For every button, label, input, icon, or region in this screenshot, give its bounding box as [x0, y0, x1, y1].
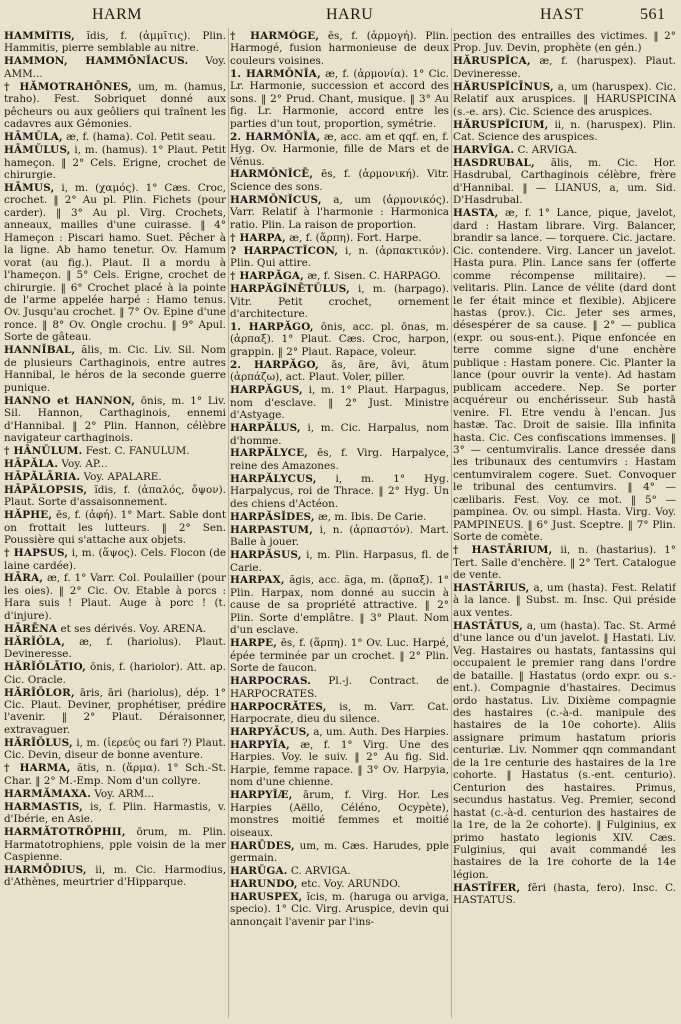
entry-definition: ătis, n. (ἅρμα). 1° Sch.-St. Char. ‖ 2° M.-Emp. Nom d'un collyre.: [4, 762, 226, 787]
dictionary-entry: [230, 891, 449, 928]
entry-definition: æ, f. (ἅρπη). Fort. Harpe.: [289, 231, 422, 244]
entry-headword: HĀMŬLA,: [4, 131, 63, 144]
entry-headword: HASTĪFER,: [453, 881, 521, 894]
dictionary-entry: [230, 245, 449, 270]
dictionary-entry: [230, 637, 449, 674]
entry-definition: C. ARVIGA.: [517, 144, 578, 157]
entry-headword: HĂRUSPĬCIUM,: [453, 118, 549, 131]
entry-headword: HARPĂLYCE,: [230, 447, 309, 460]
entry-headword: † HĀNŬLUM.: [4, 444, 83, 457]
entry-definition: pection des entrailles des victimes. ‖ 2° Prop. Juv. Devin, prophète (en gén.): [453, 30, 676, 55]
dictionary-entry: [4, 484, 226, 509]
entry-headword: HANNO et HANNON,: [4, 394, 136, 407]
entry-headword: HĂRUSPĬCA,: [453, 55, 531, 68]
entry-definition: æ, m. Ibis. De Carie.: [317, 510, 427, 523]
dictionary-entry: [4, 144, 226, 181]
dictionary-entry: [230, 574, 449, 636]
entry-definition: ēs, f. (ἅρπη). 1° Ov. Luc. Harpé, épée terminée par un crochet. ‖ 2° Plin. Sorte de faucon.: [230, 637, 449, 675]
dictionary-entry: [230, 232, 449, 244]
entry-definition: i, m. 1° Plaut. Harpagus, nom d'esclave. ‖ 2° Just. Ministre d'Astyage.: [230, 384, 449, 422]
dictionary-entry: [453, 119, 676, 144]
entry-headword: HARMŌDIUS,: [4, 863, 87, 876]
entry-definition: ii, n. (hastarius). 1° Tert. Salle d'enchère. ‖ 2° Tert. Catalogue de vente.: [453, 544, 676, 581]
entry-headword: HASDRUBAL,: [453, 157, 535, 170]
entry-headword: HARMŎNĬCĒ,: [230, 168, 314, 181]
dictionary-entry: [453, 30, 676, 55]
entry-definition: ēs, f. (ἁρμονική). Vitr. Science des sons.: [230, 168, 449, 193]
entry-definition: ēs, f. Virg. Harpalyce, reine des Amazones.: [230, 447, 449, 472]
dictionary-entry: [453, 157, 676, 207]
dictionary-entry: [4, 661, 226, 686]
entry-definition: ōnis, acc. pl. ōnas, m. (ἁρπαξ). 1° Plaut. Cæs. Croc, harpon, grappin. ‖ 2° Plaut. Rapace, voleur.: [230, 320, 449, 358]
entry-headword: 2. HARPĂGO,: [230, 358, 319, 371]
dictionary-entry: [230, 789, 449, 839]
column-divider: [228, 28, 229, 1018]
entry-headword: † HAPSUS,: [4, 547, 69, 560]
dictionary-entry: [230, 384, 449, 421]
entry-definition: ārum, f. Virg. Hor. Les Harpies (Aëllo, Céléno, Ocypète), monstres moitié femmes et moitié oiseaux.: [230, 789, 449, 839]
dictionary-entry: [4, 636, 226, 661]
entry-definition: etc. Voy. ARUNDO.: [301, 877, 401, 890]
entry-headword: HĀMŬLUS,: [4, 144, 71, 157]
entry-definition: a, um (hasta). Tac. St. Armé d'une lance ou d'un javelot. ‖ Hastati. Liv. Veg. Hastaires ou hastats, fantassins qui occupaient le premier rang dans l'ordre de bataille. ‖ Hastatus (ordo expr. ou s.-ent.). Compagnie d'hastaires. Decimus ordo hastatus. Liv. Dixième compagnie des hastaires (c.-à-d. manipule des hastaires de la 10e cohorte). Aliis assignare primum hastatum prioris centuriæ. Liv. Nommer qqn commandant de la 1re centurie des hastaires de la 1re cohorte. ‖ Hastatus (s.-ent. centurio). Centurion des hastaires. Primus, secundus hastatus. Veg. Premier, second hastat (c.-à-d. centurion des hastaires de la 1re, de la 2e cohorte). ‖ Fulginius, ex primo hastato legionis XIV. Cæs. Fulginius, qui avait commandé les hastaires de la 1re cohorte de la 14e légion.: [453, 619, 676, 881]
entry-headword: HASTĀRIUS,: [453, 581, 530, 594]
entry-definition: et ses dérivés. Voy. ARENA.: [60, 622, 207, 635]
dictionary-entry: [230, 447, 449, 472]
dictionary-entry: [453, 544, 676, 581]
column-2: [230, 30, 449, 1020]
dictionary-entry: [4, 623, 226, 635]
entry-definition: æ, f. 1° Lance, pique, javelot, dard : Hastam librare. Virg. Balancer, brandir sa lance. — torquere. Cic. jactare. Cic. contendere. Virg. Lancer un javelot. Hasta pura. Plin. Lance sans fer (offerte comme récompense militaire). — velitaris. Plin. Lance de vélite (dard dont le fer était mince et flexible). Abjicere hastas (prov.). Cic. Jeter ses armes, désespérer de sa cause. ‖ 2° — publica (expr. ou sous-ent.). Pique enfoncée en terre comme signe d'une enchère publique : Hastam ponere. Cic. Planter la lance (pour ouvrir la vente). Ad hastam publicam accedere. Nep. Se porter acquéreur ou enchérisseur. Sub hastā venire. Fl. Etre vendu à l'encan. Jus hastæ. Tac. Droit de saisie. Illa infinita hasta. Cic. Ces confiscations immenses. ‖ 3° — centumviralis. Lance dressée dans les tribunaux des centumvirs : Hastam centumviralem cogere. Suet. Convoquer le tribunal des centumvirs. ‖ 4° — cælibaris. Fest. Voy. ce mot. ‖ 5° — pampinea. Ov. ou simpl. Hasta. Virg. Voy. PAMPINEUS. ‖ 6° Just. Sceptre. ‖ 7° Plin. Sorte de comète.: [453, 207, 676, 544]
dictionary-entry: [453, 582, 676, 619]
entry-definition: ōnis, f. (hariolor). Att. ap. Cic. Oracle.: [4, 661, 226, 686]
entry-headword: HARMĂMAXA.: [4, 787, 92, 800]
entry-definition: i, m. Plin. Harpasus, fl. de Carie.: [230, 549, 449, 574]
dictionary-entry: [4, 788, 226, 800]
entry-definition: i, m. Cic. Harpalus, nom d'homme.: [230, 422, 449, 447]
entry-definition: a, um (ἁρμονικός). Varr. Relatif à l'harmonie : Harmonica ratio. Plin. La raison de proportion.: [230, 193, 449, 231]
dictionary-entry: [453, 207, 676, 543]
dictionary-entry: [4, 344, 226, 394]
entry-headword: HĀMUS,: [4, 181, 55, 194]
entry-headword: ? HARPACTĬCON,: [230, 244, 339, 257]
entry-definition: i, m. (harpago). Vitr. Petit crochet, ornement d'architecture.: [230, 283, 449, 320]
dictionary-entry: [4, 864, 226, 889]
dictionary-entry: [4, 445, 226, 457]
entry-headword: HARŬGA.: [230, 864, 288, 877]
entry-definition: æ, f. (hariolus). Plaut. Devineresse.: [4, 635, 226, 661]
dictionary-entry: [4, 471, 226, 483]
dictionary-entry: [4, 509, 226, 546]
entry-headword: 1. HARMŎNĬA,: [230, 67, 321, 80]
entry-definition: ēs, f. (ἁφή). 1° Mart. Sable dont on frottait les lutteurs. ‖ 2° Sen. Poussière qui s'attache aux objets.: [4, 509, 226, 547]
entry-definition: æ, acc. am et qqf. en, f. Hyg. Ov. Harmonie, fille de Mars et de Vénus.: [230, 130, 449, 168]
dictionary-entry: [230, 675, 449, 700]
entry-definition: fĕri (hasta, fero). Insc. C. HASTATUS.: [453, 881, 676, 907]
entry-definition: æ, f. (hama). Col. Petit seau.: [66, 131, 216, 144]
entry-definition: a, um. Auth. Des Harpies.: [313, 725, 449, 738]
dictionary-entry: [230, 840, 449, 865]
dictionary-entry: [453, 144, 676, 156]
entry-headword: HĂRĬŎLOR,: [4, 686, 75, 699]
entry-headword: HARMĂTOTRŌPHII,: [4, 826, 126, 839]
entry-headword: HARPOCRĂTES,: [230, 700, 327, 713]
entry-headword: HARPYĬA,: [230, 738, 290, 751]
entry-definition: um, m. (hamus, traho). Fest. Sobriquet donné aux pêcheurs ou aux geôliers qui traînent les cadavres aux Gémonies.: [4, 80, 226, 131]
entry-definition: i, m. (hamus). 1° Plaut. Petit hameçon. ‖ 2° Cels. Erigne, crochet de chirurgie.: [4, 144, 226, 181]
entry-definition: a, um (haruspex). Cic. Relatif aux aruspices. ‖ HARUSPICINA (s.-e. ars). Cic. Science des aruspices.: [453, 80, 676, 118]
dictionary-entry: [4, 458, 226, 470]
dictionary-entry: [4, 826, 226, 863]
entry-definition: is, f. Plin. Harmastis, v. d'Ibérie, en Asie.: [4, 800, 226, 826]
dictionary-entry: [4, 687, 226, 737]
entry-headword: HĀPĂLĀRIA.: [4, 470, 81, 483]
entry-headword: † HARMA,: [4, 762, 71, 775]
entry-definition: Fest. C. FANULUM.: [85, 444, 190, 457]
header-left-guide-word: HARM: [92, 6, 143, 23]
entry-definition: Voy. AMM...: [4, 55, 226, 80]
entry-definition: Voy. APALARE.: [83, 470, 162, 483]
column-3: [453, 30, 676, 1020]
dictionary-entry: [230, 68, 449, 130]
entry-headword: HASTA,: [453, 207, 499, 220]
entry-definition: i, m. (ἱερεύς ou fari ?) Plaut. Cic. Devin, diseur de bonne aventure.: [4, 736, 226, 762]
dictionary-entry: [4, 547, 226, 572]
entry-headword: HARUSPEX,: [230, 890, 303, 903]
entry-headword: HĀPĂLOPSIS,: [4, 483, 88, 496]
entry-headword: HARPYĀCUS,: [230, 725, 310, 738]
entry-headword: † HASTĀRIUM,: [453, 544, 553, 557]
entry-headword: HARPĂLYCUS,: [230, 472, 317, 485]
entry-definition: ĭdis, f. (ἁπαλός, ὄψον). Plaut. Sorte d'assaisonnement.: [4, 483, 226, 509]
column-1: [4, 30, 226, 1020]
entry-headword: HASTĀTUS,: [453, 619, 523, 632]
entry-definition: ōnis, m. 1° Liv. Sil. Hannon, Carthaginois, ennemi d'Hannibal. ‖ 2° Plin. Hannon, célèbre navigateur carthaginois.: [4, 394, 226, 444]
entry-headword: HAMMON, HAMMŌNĬACUS.: [4, 55, 189, 68]
entry-headword: HARVĪGA.: [453, 144, 515, 157]
entry-headword: HARPOCRAS.: [230, 675, 312, 688]
dictionary-entry: [453, 620, 676, 882]
entry-definition: i, n. (ἁρπακτικόν). Plin. Qui attire.: [230, 244, 449, 270]
entry-headword: HĀRĒNA: [4, 622, 58, 635]
running-header: [0, 6, 681, 28]
entry-definition: ălis, m. Cic. Hor. Hasdrubal, Carthaginois célèbre, frère d'Hannibal. ‖ — LIANUS, a, um. Sid. D'Hasdrubal.: [453, 157, 676, 207]
dictionary-entry: [230, 283, 449, 320]
entry-definition: ōrum, m. Plin. Harmatotrophiens, pple voisin de la mer Caspienne.: [4, 826, 226, 863]
entry-headword: HARMŎNĬCUS,: [230, 193, 322, 206]
entry-definition: i, m. (ἅψος). Cels. Flocon (de laine cardée).: [4, 547, 226, 572]
entry-headword: HARPYĬÆ,: [230, 789, 293, 802]
entry-definition: ii, n. (haruspex). Plin. Cat. Science des aruspices.: [453, 118, 676, 144]
entry-definition: Voy. AP...: [61, 457, 108, 470]
entry-headword: HĂPHE,: [4, 509, 53, 522]
dictionary-entry: [4, 762, 226, 787]
dictionary-entry: [230, 511, 449, 523]
entry-headword: HAMMĪTIS,: [4, 30, 75, 42]
entry-definition: ēs, f. (ἁρμογή). Plin. Harmogé, fusion harmonieuse de deux couleurs voisines.: [230, 30, 449, 67]
entry-headword: † HARPA,: [230, 231, 286, 244]
entry-headword: HARPĂLUS,: [230, 422, 301, 435]
dictionary-entry: [230, 30, 449, 67]
entry-headword: HĂRĬŎLUS,: [4, 736, 73, 749]
entry-headword: HĂRĬŎLĀTIO,: [4, 661, 87, 674]
entry-headword: HANNĬBAL,: [4, 344, 76, 357]
entry-definition: ăgis, acc. ăga, m. (ἅρπαξ). 1° Plin. Harpax, nom donné au succin à cause de sa propriété attractive. ‖ 2° Plin. Sorte d'emplâtre. ‖ 3° Plaut. Nom d'un esclave.: [230, 574, 449, 637]
dictionary-entry: [230, 865, 449, 877]
entry-definition: āris, āri (hariolus), dép. 1° Cic. Plaut. Deviner, prophétiser, prédire l'avenir. ‖ 2° Plaut. Déraisonner, extravaguer.: [4, 686, 226, 736]
entry-headword: HARUNDO,: [230, 877, 298, 890]
entry-headword: HARPĂSUS,: [230, 549, 302, 562]
dictionary-entry: [230, 168, 449, 193]
entry-definition: um, m. Cæs. Harudes, pple germain.: [230, 839, 449, 864]
entry-definition: ălis, m. Cic. Liv. Sil. Nom de plusieurs Carthaginois, entre autres Hannibal, le héros de la seconde guerre punique.: [4, 344, 226, 394]
entry-headword: HARPASTUM,: [230, 523, 314, 536]
dictionary-entry: [230, 321, 449, 358]
dictionary-entry: [4, 395, 226, 445]
entry-definition: is, m. Varr. Cat. Harpocrate, dieu du silence.: [230, 700, 449, 725]
entry-definition: a, um (hasta). Fest. Relatif à la lance. ‖ Subst. m. Insc. Qui préside aux ventes.: [453, 581, 676, 619]
entry-definition: ās, āre, āvi, ātum (ἁρπάζω), act. Plaut. Voler, piller.: [230, 358, 449, 384]
entry-headword: † HARPĂGA,: [230, 270, 304, 283]
dictionary-entry: [230, 739, 449, 789]
dictionary-entry: [230, 194, 449, 231]
entry-headword: HARPĂSĬDES,: [230, 510, 315, 523]
entry-headword: HARPĂGĬNĒTŬLUS,: [230, 283, 350, 296]
entry-definition: C. ARVIGA.: [290, 864, 351, 877]
entry-definition: æ, f. Sisen. C. HARPAGO.: [307, 270, 441, 283]
entry-definition: Voy. ARM...: [94, 787, 155, 800]
entry-headword: HARPE,: [230, 637, 278, 650]
dictionary-entry: [230, 701, 449, 726]
page-number: 561: [640, 6, 666, 23]
dictionary-entry: [230, 270, 449, 282]
entry-definition: i, m. (χαμός). 1° Cæs. Croc, crochet. ‖ 2° Au pl. Plin. Fichets (pour carder). ‖ 3° Au pl. Virg. Crochets, anneaux, mailles d'une cuirasse. ‖ 4° Hameçon : Piscari hamo. Suet. Pêcher à la ligne. Ab hamo tenetur. Ov. Hamum vorat (au fig.). Plaut. Il a mordu à l'hameçon. ‖ 5° Cels. Erigne, crochet de chirurgie. ‖ 6° Crochet placé à la pointe de l'arme appelée harpé : Hamo tenus. Ov. Jusqu'au crochet. ‖ 7° Ov. Epine d'une ronce. ‖ 8° Ov. Ongle crochu. ‖ 9° Apul. Sorte de gâteau.: [4, 181, 226, 344]
dictionary-entry: [230, 359, 449, 384]
dictionary-entry: [4, 55, 226, 80]
dictionary-entry: [4, 81, 226, 131]
entry-headword: HĂRUSPĬCĪNUS,: [453, 80, 554, 93]
entry-headword: † HARMŎGE,: [230, 30, 320, 42]
entry-definition: Pl.-j. Contract. de HARPOCRATES.: [230, 675, 449, 700]
dictionary-entry: [230, 131, 449, 168]
dictionary-entry: [230, 422, 449, 447]
entry-definition: æ, f. (ἁρμονία). 1° Cic. Lr. Harmonie, succession et accord des sons. ‖ 2° Prud. Chant, musique. ‖ 3° Au fig. Lr. Harmonie, accord entre les parties d'un tout, proportion, symétrie.: [230, 67, 449, 130]
entry-definition: æ, f. 1° Varr. Col. Poulailler (pour les oies). ‖ 2° Cic. Ov. Etable à porcs : Hara suis ! Plaut. Auge à porc ! (t. d'injure).: [4, 572, 226, 622]
entry-headword: HĀRA,: [4, 572, 44, 585]
dictionary-entry: [4, 30, 226, 55]
entry-headword: 2. HARMŎNĬA,: [230, 130, 321, 143]
dictionary-entry: [453, 81, 676, 118]
dictionary-entry: [453, 55, 676, 80]
entry-definition: ĭcis, m. (haruga ou arviga, specio). 1° Cic. Virg. Aruspice, devin qui annonçait l'avenir par l'ins-: [230, 890, 449, 928]
entry-headword: 1. HARPĂGO,: [230, 320, 314, 333]
entry-definition: i, n. (ἁρπαστόν). Mart. Balle à jouer.: [230, 523, 449, 549]
dictionary-entry: [230, 726, 449, 738]
dictionary-entry: [4, 801, 226, 826]
dictionary-entry: [4, 182, 226, 344]
dictionary-entry: [453, 882, 676, 907]
dictionary-entry: [4, 737, 226, 762]
header-center-guide-word: HARU: [326, 6, 374, 23]
dictionary-entry: [230, 549, 449, 574]
entry-headword: † HĂMOTRAHŌNES,: [4, 80, 132, 93]
dictionary-entry: [4, 572, 226, 622]
entry-definition: ii, m. Cic. Harmodius, d'Athènes, meurtrier d'Hipparque.: [4, 863, 226, 889]
dictionary-entry: [4, 131, 226, 143]
entry-definition: æ, f. 1° Virg. Une des Harpies. Voy. le suiv. ‖ 2° Au fig. Sid. Harpie, femme rapace. ‖ 3° Ov. Harpyia, nom d'une chienne.: [230, 738, 449, 789]
dictionary-entry: [230, 524, 449, 549]
dictionary-entry: [230, 878, 449, 890]
entry-definition: ĭdis, f. (ἀμμῖτις). Plin. Hammitis, pierre semblable au nitre.: [4, 30, 226, 55]
entry-headword: HĀPĂLA.: [4, 457, 59, 470]
entry-headword: HARMASTIS,: [4, 800, 83, 813]
entry-headword: HARPAX,: [230, 574, 285, 587]
entry-headword: HARPĂGUS,: [230, 384, 303, 397]
entry-headword: HARŪDES,: [230, 839, 295, 852]
column-divider: [451, 28, 452, 1018]
dictionary-entry: [230, 473, 449, 510]
entry-headword: HĂRĬŎLA,: [4, 635, 66, 648]
entry-definition: æ, f. (haruspex). Plaut. Devineresse.: [453, 55, 676, 80]
header-right-guide-word: HAST: [540, 6, 584, 23]
entry-definition: i, m. 1° Hyg. Harpalycus, roi de Thrace. ‖ 2° Hyg. Un des chiens d'Actéon.: [230, 472, 449, 510]
